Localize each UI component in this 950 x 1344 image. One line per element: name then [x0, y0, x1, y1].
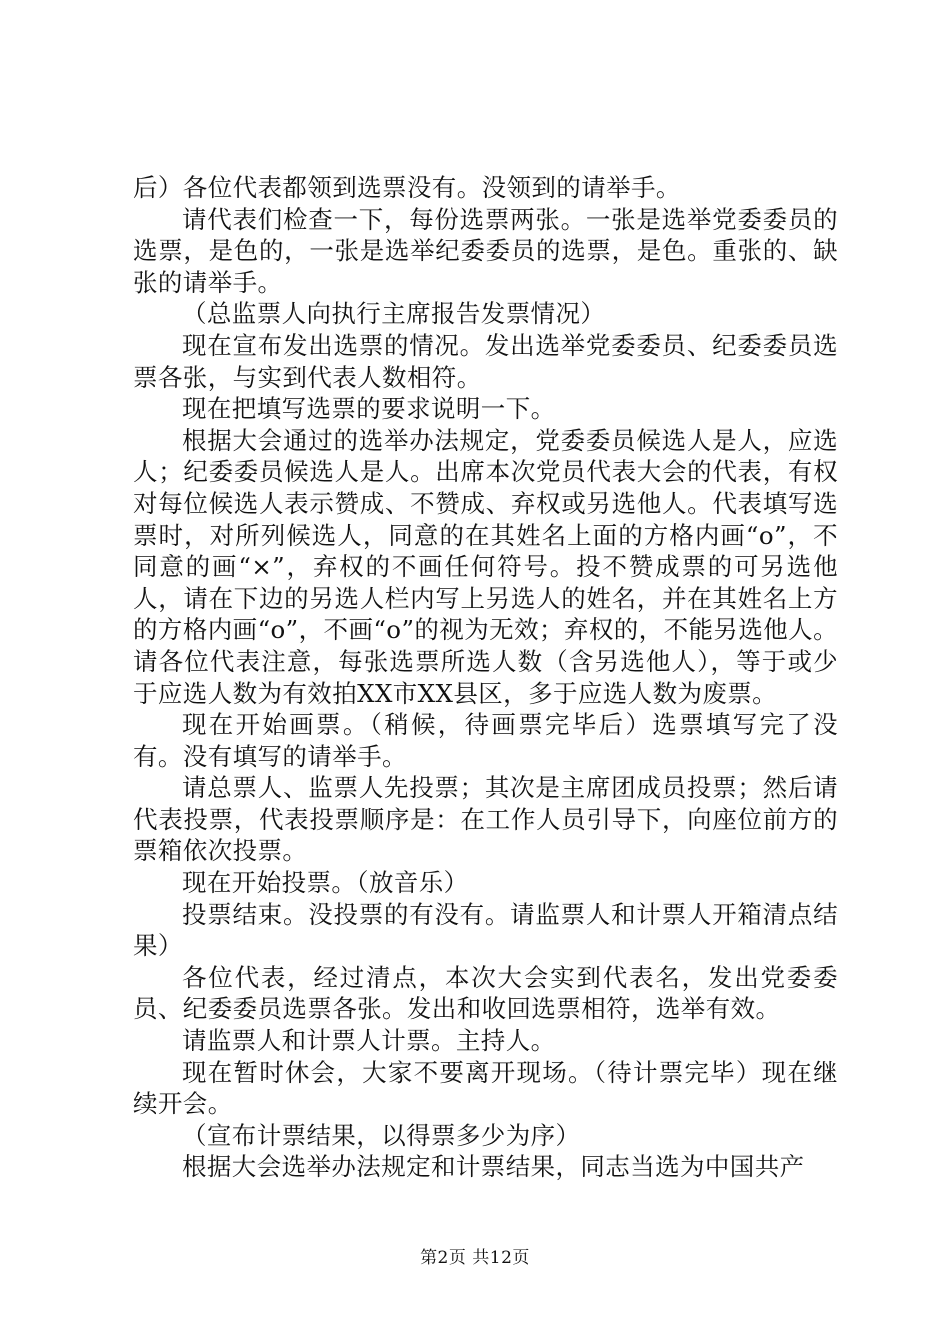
paragraph: （总监票人向执行主席报告发票情况）: [182, 299, 606, 329]
paragraph: 现在把填写选票的要求说明一下。: [182, 394, 556, 424]
paragraph: 现在开始画票。（稍候，待画票完毕后）选票填写完了没有。没有填写的请举手。: [133, 710, 838, 771]
paragraph: （宣布计票结果，以得票多少为序）: [182, 1120, 581, 1150]
paragraph: 现在暂时休会，大家不要离开现场。（待计票完毕）现在继续开会。: [133, 1057, 838, 1119]
paragraph: 现在开始投票。（放音乐）: [182, 868, 469, 898]
paragraph: 请监票人和计票人计票。主持人。: [182, 1026, 556, 1056]
paragraph: 后）各位代表都领到选票没有。没领到的请举手。: [133, 173, 681, 202]
paragraph: 根据大会选举办法规定和计票结果，同志当选为中国共产: [182, 1152, 805, 1182]
paragraph: 投票结束。没投票的有没有。请监票人和计票人开箱清点结果）: [133, 899, 838, 961]
paragraph: 根据大会通过的选举办法规定，党委委员候选人是人，应选人；纪委委员候选人是人。出席本次党员代表大会的代表，有权对每位候选人表示赞成、不赞成、弃权或另选他人。代表填写选票时，对所列候选人，同意的在其姓名上面的方格内画“o”，不同意的画“×”，弃权的不画任何符号。投不赞成票的可另选他人，请在下边的另选人栏内写上另选人的姓名，并在其姓名上方的方格内画“o”，不画“o”的视为无效；弃权的，不能另选他人。请各位代表注意，每张选票所选人数（含另选他人），等于或少于应选人数为有效拍XX市XX县区，多于应选人数为废票。: [133, 425, 838, 708]
paragraph: 请总票人、监票人先投票；其次是主席团成员投票；然后请代表投票，代表投票顺序是：在工作人员引导下，向座位前方的票箱依次投票。: [133, 773, 838, 866]
paragraph: 请代表们检查一下，每份选票两张。一张是选举党委委员的选票，是色的，一张是选举纪委委员的选票，是色。重张的、缺张的请举手。: [133, 204, 838, 297]
page-number-footer: 第2页 共12页: [420, 1248, 530, 1268]
document-body: [133, 172, 838, 1183]
paragraph: 各位代表，经过清点，本次大会实到代表名，发出党委委员、纪委委员选票各张。发出和收回选票相符，选举有效。: [133, 962, 838, 1024]
paragraph: 现在宣布发出选票的情况。发出选举党委委员、纪委委员选票各张，与实到代表人数相符。: [133, 330, 838, 392]
